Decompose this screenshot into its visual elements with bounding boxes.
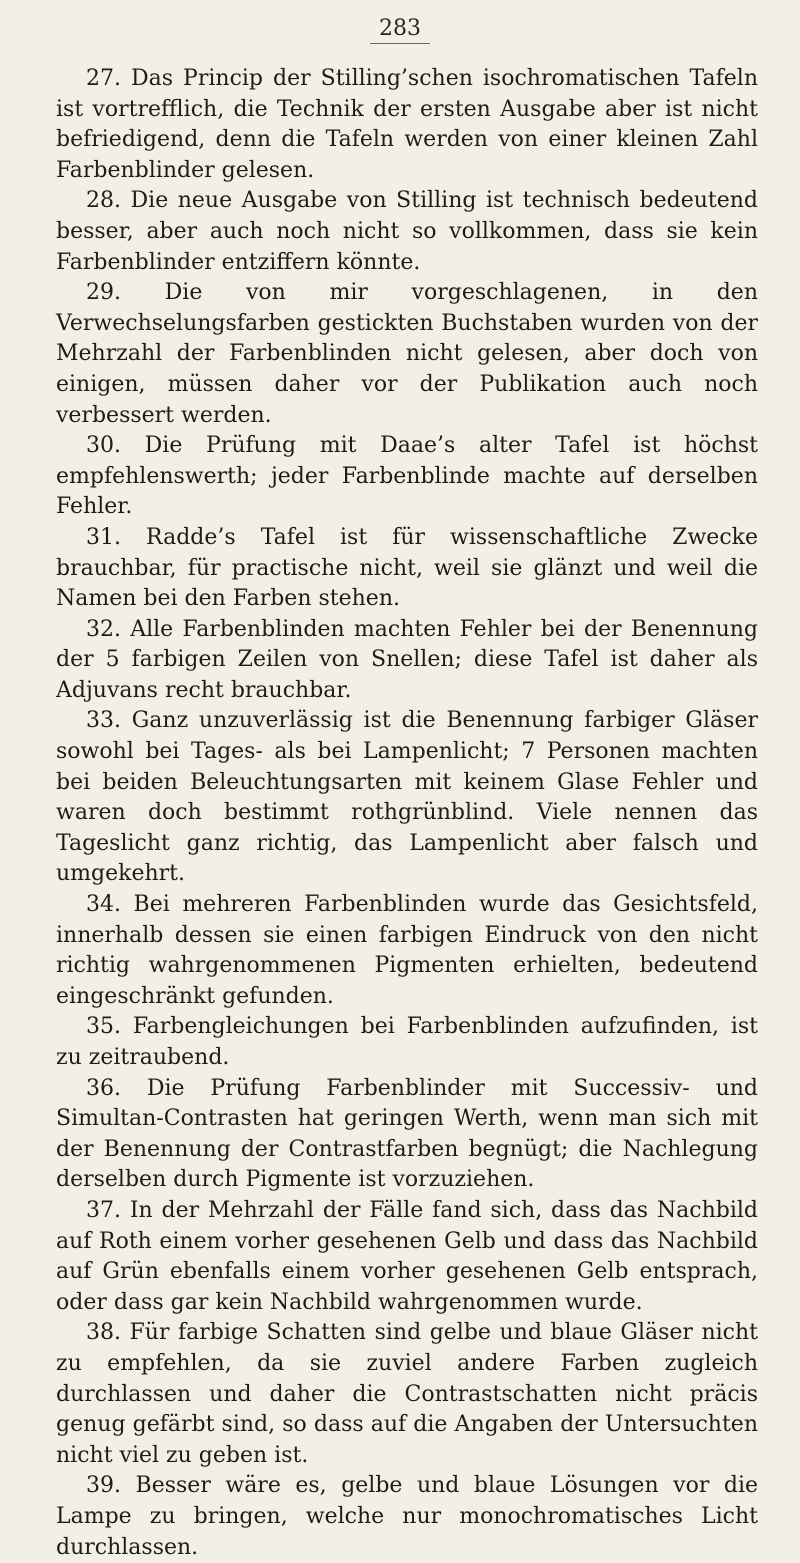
paragraph-text: Radde’s Tafel ist für wissenschaftliche Zwecke brauchbar, für practische nicht, weil sie glänzt und weil die Namen bei den Farben stehen.	[56, 524, 758, 612]
paragraph-number: 39.	[86, 1473, 121, 1499]
paragraph-text: Bei mehreren Farbenblinden wurde das Gesichtsfeld, innerhalb dessen sie einen farbigen Eindruck von den nicht richtig wahrgenommenen Pigmenten erhielten, bedeutend eingeschränkt gefunden.	[56, 892, 758, 1009]
paragraph-38	[56, 1318, 758, 1471]
paragraph-number: 29.	[86, 280, 121, 306]
paragraph-37	[56, 1196, 758, 1318]
paragraph-text: Die Prüfung Farbenblinder mit Successiv- und Simultan-Contrasten hat geringen Werth, wenn man sich mit der Benennung der Contrastfarben begnügt; die Nachlegung derselben durch Pigmente ist vorzuziehen.	[56, 1075, 759, 1193]
paragraph-text: In der Mehrzahl der Fälle fand sich, dass das Nachbild auf Roth einem vorher gesehenen Gelb und dass das Nachbild auf Grün ebenfalls einem vorher gesehenen Gelb entsprach, oder dass gar kein Nachbild wahrgenommen wurde.	[56, 1197, 758, 1315]
paragraph-35	[56, 1012, 758, 1073]
paragraph-28	[56, 186, 758, 278]
paragraph-31	[56, 523, 758, 615]
paragraph-text: Besser wäre es, gelbe und blaue Lösungen vor die Lampe zu bringen, welche nur monochromatisches Licht durchlassen.	[56, 1473, 758, 1560]
paragraph-text: Alle Farbenblinden machten Fehler bei der Benennung der 5 farbigen Zeilen von Snellen; diese Tafel ist daher als Adjuvans recht brauchbar.	[56, 616, 758, 703]
paragraph-text: Farbengleichungen bei Farbenblinden aufzufinden, ist zu zeitraubend.	[56, 1014, 759, 1070]
paragraph-number: 36.	[86, 1075, 121, 1101]
paragraph-39	[56, 1471, 758, 1563]
paragraph-30	[56, 431, 758, 523]
paragraph-number: 27.	[86, 66, 121, 91]
paragraph-number: 35.	[86, 1014, 121, 1040]
paragraph-number: 31.	[86, 524, 121, 550]
paragraph-text: Ganz unzuverlässig ist die Benennung farbiger Gläser sowohl bei Tages- als bei Lampenlicht; 7 Personen machten bei beiden Beleuchtungsarten mit keinem Glase Fehler und waren doch bestimmt rothgrünblind. Viele nennen das Tageslicht ganz richtig, das Lampenlicht aber falsch und umgekehrt.	[56, 708, 758, 887]
page-number: 283	[0, 16, 800, 44]
paragraph-32	[56, 615, 758, 707]
body-text	[56, 64, 758, 1563]
paragraph-number: 32.	[86, 616, 121, 642]
paragraph-text: Die von mir vorgeschlagenen, in den Verwechselungsfarben gestickten Buchstaben wurden von der Mehrzahl der Farbenblinden nicht gelesen, aber doch von einigen, müssen daher vor der Publikation auch noch verbessert werden.	[56, 280, 758, 428]
paragraph-number: 33.	[86, 708, 121, 734]
paragraph-34	[56, 890, 758, 1012]
paragraph-33	[56, 706, 758, 890]
paragraph-number: 38.	[86, 1320, 121, 1346]
paragraph-text: Die Prüfung mit Daae’s alter Tafel ist höchst empfehlenswerth; jeder Farbenblinde machte auf derselben Fehler.	[56, 433, 758, 520]
paragraph-number: 28.	[86, 188, 121, 214]
paragraph-text: Das Princip der Stilling’schen isochromatischen Tafeln ist vortrefflich, die Technik der ersten Ausgabe aber ist nicht befriedigend, denn die Tafeln werden von einer kleinen Zahl Farbenblinder gelesen.	[56, 66, 758, 183]
paragraph-27	[56, 64, 758, 186]
paragraph-text: Für farbige Schatten sind gelbe und blaue Gläser nicht zu empfehlen, da sie zuviel andere Farben zugleich durchlassen und daher die Contrastschatten nicht präcis genug gefärbt sind, so dass auf die Angaben der Untersuchten nicht viel zu geben ist.	[56, 1320, 758, 1468]
paragraph-text: Die neue Ausgabe von Stilling ist technisch bedeutend besser, aber auch noch nicht so vollkommen, dass sie kein Farbenblinder entziffern könnte.	[56, 188, 759, 275]
paragraph-36	[56, 1074, 758, 1196]
paragraph-number: 34.	[86, 892, 121, 918]
paragraph-number: 37.	[86, 1197, 121, 1223]
paragraph-29	[56, 278, 758, 431]
paragraph-number: 30.	[86, 433, 121, 459]
